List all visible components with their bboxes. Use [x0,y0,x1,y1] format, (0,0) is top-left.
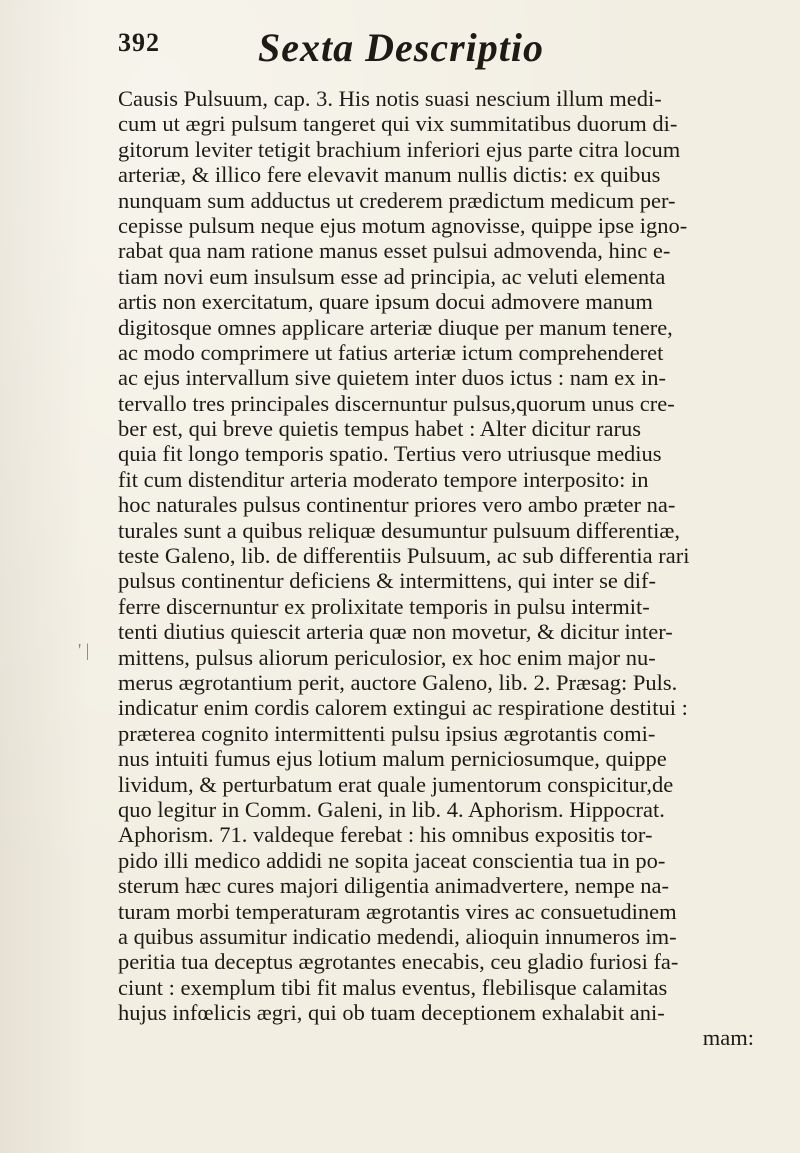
text-line: tiam novi eum insulsum esse ad principia, ac veluti elementa [118,263,666,289]
text-line: cepisse pulsum neque ejus motum agnovisse, quippe ipse igno- [118,212,688,238]
text-line: ferre discernuntur ex prolixitate temporis in pulsu intermit- [118,593,650,619]
text-line: rabat qua nam ratione manus esset pulsui admovenda, hinc e- [118,238,671,264]
text-line: tervallo tres principales discernuntur pulsus,quorum unus cre- [118,390,675,416]
text-line: ciunt : exemplum tibi fit malus eventus, flebilisque calamitas [118,974,668,1000]
text-line: digitosque omnes applicare arteriæ diuque per manum tenere, [118,314,673,340]
text-line: pido illi medico addidi ne sopita jaceat conscientia tua in po- [118,847,666,873]
text-line: pulsus continentur deficiens & intermittens, qui inter se dif- [118,568,657,594]
running-title: Sexta Descriptio [258,25,544,70]
text-line: quo legitur in Comm. Galeni, in lib. 4. Aphorism. Hippocrat. [118,796,665,822]
text-line: cum ut ægri pulsum tangeret qui vix summitatibus duorum di- [118,111,678,137]
text-line: tenti diutius quiescit arteria quæ non movetur, & dicitur inter- [118,619,673,645]
text-line: hoc naturales pulsus continentur priores vero ambo præter na- [118,492,676,518]
text-line: mittens, pulsus aliorum periculosior, ex hoc enim major nu- [118,644,656,670]
text-line: artis non exercitatum, quare ipsum docui admovere manum [118,289,653,315]
text-line: fit cum distenditur arteria moderato tempore interposito: in [118,466,649,492]
body-text [118,86,760,1051]
text-line: præterea cognito intermittenti pulsu ipsius ægrotantis comi- [118,720,656,746]
text-line: sterum hæc cures majori diligentia animadvertere, nempe na- [118,873,670,899]
text-line: ber est, qui breve quietis tempus habet : Alter dicitur rarus [118,416,641,442]
text-line: ac ejus intervallum sive quietem inter duos ictus : nam ex in- [118,365,666,391]
text-line: ac modo comprimere ut fatius arteriæ ictum comprehenderet [118,339,664,365]
page-number: 392 [118,28,160,57]
text-line: gitorum leviter tetigit brachium inferiori ejus parte citra locum [118,136,681,162]
text-line: indicatur enim cordis calorem extingui ac respiratione destitui : [118,695,688,721]
text-line: nunquam sum adductus ut crederem prædictum medicum per- [118,187,676,213]
catchword-line: mam: [702,1025,754,1051]
text-line: arteriæ, & illico fere elevavit manum nullis dictis: ex quibus [118,162,661,188]
margin-mark: ' | [78,640,90,660]
text-line: lividum, & perturbatum erat quale jumentorum conspicitur,de [118,771,674,797]
text-line: hujus infœlicis ægri, qui ob tuam deceptionem exhalabit ani- [118,1000,665,1026]
text-line: turam morbi temperaturam ægrotantis vires ac consuetudinem [118,898,677,924]
text-line: nus intuiti fumus ejus lotium malum perniciosumque, quippe [118,746,667,772]
text-line: teste Galeno, lib. de differentiis Pulsuum, ac sub differentia rari [118,543,690,569]
text-line: a quibus assumitur indicatio medendi, alioquin innumeros im- [118,923,677,949]
text-line: merus ægrotantium perit, auctore Galeno, lib. 2. Præsag: Puls. [118,669,678,695]
text-line: quia fit longo temporis spatio. Tertius vero utriusque medius [118,441,662,467]
text-line: peritia tua deceptus ægrotantes enecabis, ceu gladio furiosi fa- [118,949,679,975]
text-line: Aphorism. 71. valdeque ferebat : his omnibus expositis tor- [118,822,653,848]
text-line: turales sunt a quibus reliquæ desumuntur pulsuum differentiæ, [118,517,681,543]
page-header [118,25,760,82]
text-line: Causis Pulsuum, cap. 3. His notis suasi nescium illum medi- [118,86,662,111]
